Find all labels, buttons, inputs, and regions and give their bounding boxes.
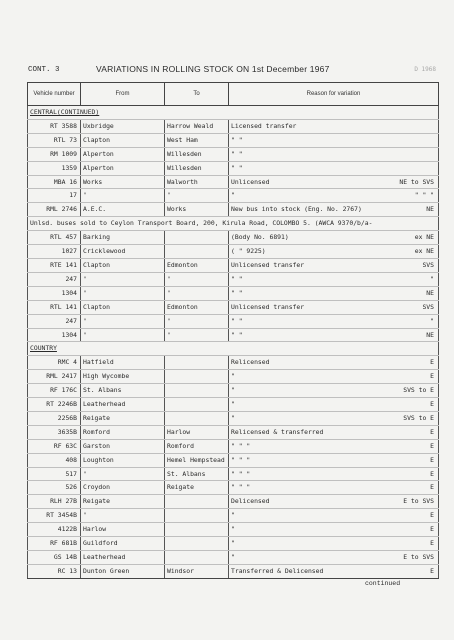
reason-text: Transferred & Delicensed [231, 566, 324, 575]
reason-cell [229, 453, 439, 467]
category-code: E to SVS [403, 497, 434, 506]
reason-cell [229, 328, 439, 342]
from-garage: " [81, 286, 165, 300]
category-code: ex NE [414, 233, 434, 242]
category-code: NE [426, 330, 434, 339]
reason-text: " [231, 525, 235, 534]
category-code: SVS [422, 302, 434, 311]
table-row [28, 300, 439, 314]
reason-text: " " [231, 330, 243, 339]
to-garage: " [165, 189, 229, 203]
from-garage: Dunton Green [81, 564, 165, 578]
to-garage: Willesden [165, 147, 229, 161]
table-row [28, 453, 439, 467]
to-garage [165, 356, 229, 370]
page-title: VARIATIONS IN ROLLING STOCK ON 1st December 1967 [96, 64, 330, 74]
reason-text: Relicensed [231, 358, 270, 367]
section-row [28, 106, 439, 120]
category-code: E [430, 469, 434, 478]
col-to-header: To [165, 83, 229, 106]
table-row [28, 411, 439, 425]
to-garage: Harrow Weald [165, 119, 229, 133]
table-body [28, 106, 439, 579]
to-garage: Reigate [165, 481, 229, 495]
reason-text: " " [231, 316, 243, 325]
from-garage: High Wycombe [81, 370, 165, 384]
note-text: Unlsd. buses sold to Ceylon Transport Board, 200, Kirula Road, COLOMBO 5. (AWCA 9370/b/a- [28, 217, 439, 231]
reason-text: " " [231, 274, 243, 283]
table-row [28, 425, 439, 439]
section-row [28, 342, 439, 356]
vehicle-number: RC 13 [28, 564, 81, 578]
table-row [28, 272, 439, 286]
col-vehicle-header: Vehicle number [28, 83, 81, 106]
reason-text: Unlicensed [231, 177, 270, 186]
table-row [28, 328, 439, 342]
reason-cell [229, 245, 439, 259]
from-garage: Clapton [81, 258, 165, 272]
vehicle-number: RML 2746 [28, 203, 81, 217]
vehicle-number: 1304 [28, 286, 81, 300]
to-garage: Windsor [165, 564, 229, 578]
vehicle-number: RTE 141 [28, 258, 81, 272]
vehicle-number: RF 63C [28, 439, 81, 453]
vehicle-number: RMC 4 [28, 356, 81, 370]
table-row [28, 495, 439, 509]
vehicle-number: 4122B [28, 523, 81, 537]
to-garage: West Ham [165, 133, 229, 147]
section-label: CENTRAL(CONTINUED) [28, 106, 439, 120]
reason-text: Unlicensed transfer [231, 302, 305, 311]
reason-cell [229, 314, 439, 328]
reason-text: " " " [231, 469, 251, 478]
from-garage: " [81, 314, 165, 328]
col-reason-header: Reason for variation [229, 83, 439, 106]
to-garage: " [165, 328, 229, 342]
vehicle-number: 3635B [28, 425, 81, 439]
continued-note: continued [365, 580, 401, 587]
table-row [28, 564, 439, 578]
category-code [434, 120, 436, 133]
reason-cell [229, 551, 439, 565]
vehicle-number: 247 [28, 272, 81, 286]
table-row [28, 189, 439, 203]
to-garage: Willesden [165, 161, 229, 175]
category-code: E [430, 400, 434, 409]
table-row [28, 481, 439, 495]
reason-text: Relicensed & transferred [231, 427, 324, 436]
to-garage: " [165, 314, 229, 328]
reason-text: " " [231, 135, 243, 144]
to-garage: Works [165, 203, 229, 217]
vehicle-number: RTL 141 [28, 300, 81, 314]
from-garage: Harlow [81, 523, 165, 537]
reason-cell [229, 481, 439, 495]
table-header-row [28, 83, 439, 106]
reason-text: " " " [231, 455, 251, 464]
to-garage [165, 551, 229, 565]
from-garage: St. Albans [81, 384, 165, 398]
reason-cell [229, 411, 439, 425]
category-code: " [430, 274, 434, 283]
reason-cell [229, 384, 439, 398]
vehicle-number: 526 [28, 481, 81, 495]
category-code: E [430, 525, 434, 534]
category-code: E [430, 539, 434, 548]
to-garage: Harlow [165, 425, 229, 439]
rolling-stock-table [27, 82, 439, 579]
reason-text: " [231, 372, 235, 381]
category-code: NE [426, 205, 434, 214]
reason-cell [229, 467, 439, 481]
vehicle-number: RTL 73 [28, 133, 81, 147]
table-row [28, 231, 439, 245]
from-garage: Clapton [81, 300, 165, 314]
page-number: D 1968 [414, 66, 436, 73]
to-garage [165, 411, 229, 425]
vehicle-number: RT 2246B [28, 398, 81, 412]
reason-cell [229, 495, 439, 509]
table-row [28, 370, 439, 384]
vehicle-number: RM 1009 [28, 147, 81, 161]
category-code: E [430, 566, 434, 575]
reason-cell [229, 147, 439, 161]
from-garage: Works [81, 175, 165, 189]
vehicle-number: 2256B [28, 411, 81, 425]
reason-text: " [231, 539, 235, 548]
table-row [28, 439, 439, 453]
category-code: E [430, 483, 434, 492]
table-row [28, 119, 439, 133]
category-code [434, 148, 436, 161]
from-garage: Cricklewood [81, 245, 165, 259]
to-garage: Hemel Hempstead [165, 453, 229, 467]
section-label: COUNTRY [28, 342, 439, 356]
vehicle-number: 247 [28, 314, 81, 328]
to-garage [165, 384, 229, 398]
to-garage [165, 245, 229, 259]
vehicle-number: 517 [28, 467, 81, 481]
reason-text: Delicensed [231, 497, 270, 506]
from-garage: Barking [81, 231, 165, 245]
to-garage: Edmonton [165, 300, 229, 314]
reason-text: " [231, 400, 235, 409]
from-garage: " [81, 328, 165, 342]
table-row [28, 384, 439, 398]
to-garage: Walworth [165, 175, 229, 189]
reason-cell [229, 189, 439, 203]
reason-text: (Body No. 6891) [231, 233, 289, 242]
vehicle-number: 408 [28, 453, 81, 467]
reason-text: Unlicensed transfer [231, 260, 305, 269]
category-code: ex NE [414, 247, 434, 256]
category-code: " [430, 316, 434, 325]
reason-cell [229, 258, 439, 272]
category-code: E [430, 358, 434, 367]
category-code: E [430, 441, 434, 450]
page-header [28, 64, 438, 78]
reason-cell [229, 564, 439, 578]
table-row [28, 133, 439, 147]
reason-cell [229, 509, 439, 523]
category-code: SVS [422, 260, 434, 269]
to-garage: " [165, 286, 229, 300]
table-row [28, 286, 439, 300]
from-garage: Hatfield [81, 356, 165, 370]
category-code: E to SVS [403, 553, 434, 561]
reason-text: Licensed transfer [231, 121, 297, 130]
reason-text: " " " [231, 441, 251, 450]
from-garage: Guildford [81, 537, 165, 551]
vehicle-number: RF 176C [28, 384, 81, 398]
to-garage: St. Albans [165, 467, 229, 481]
from-garage: A.E.C. [81, 203, 165, 217]
reason-text: ( " 9225) [231, 247, 266, 256]
from-garage: " [81, 509, 165, 523]
to-garage [165, 495, 229, 509]
category-code: " " " [414, 191, 434, 200]
to-garage [165, 537, 229, 551]
reason-text: " [231, 191, 235, 200]
reason-text: " " " [231, 483, 251, 492]
from-garage: " [81, 272, 165, 286]
from-garage: Leatherhead [81, 398, 165, 412]
reason-text: " [231, 511, 235, 520]
to-garage [165, 523, 229, 537]
from-garage: Clapton [81, 133, 165, 147]
category-code: E [430, 427, 434, 436]
vehicle-number: RTL 457 [28, 231, 81, 245]
from-garage: Loughton [81, 453, 165, 467]
from-garage: " [81, 189, 165, 203]
category-code [434, 134, 436, 147]
table-row [28, 356, 439, 370]
note-row [28, 217, 439, 231]
from-garage: Alperton [81, 161, 165, 175]
category-code: E [430, 511, 434, 520]
vehicle-number: 17 [28, 189, 81, 203]
table-row [28, 314, 439, 328]
table-row [28, 147, 439, 161]
table-row [28, 175, 439, 189]
to-garage [165, 509, 229, 523]
from-garage: Garston [81, 439, 165, 453]
from-garage: Reigate [81, 411, 165, 425]
reason-cell [229, 175, 439, 189]
to-garage [165, 398, 229, 412]
vehicle-number: MBA 16 [28, 175, 81, 189]
from-garage: Leatherhead [81, 551, 165, 565]
vehicle-number: RML 2417 [28, 370, 81, 384]
reason-cell [229, 161, 439, 175]
vehicle-number: 1359 [28, 161, 81, 175]
vehicle-number: RT 3588 [28, 119, 81, 133]
reason-text: " " [231, 288, 243, 297]
to-garage [165, 231, 229, 245]
reason-cell [229, 203, 439, 217]
reason-cell [229, 398, 439, 412]
from-garage: Alperton [81, 147, 165, 161]
from-garage: " [81, 467, 165, 481]
reason-text: " [231, 553, 235, 561]
table-row [28, 203, 439, 217]
to-garage [165, 370, 229, 384]
reason-cell [229, 370, 439, 384]
table-row [28, 509, 439, 523]
reason-text: " [231, 386, 235, 395]
reason-text: " " [231, 163, 243, 172]
from-garage: Romford [81, 425, 165, 439]
from-garage: Uxbridge [81, 119, 165, 133]
from-garage: Reigate [81, 495, 165, 509]
vehicle-number: GS 14B [28, 551, 81, 565]
table-row [28, 467, 439, 481]
table-row [28, 551, 439, 565]
category-code: E [430, 372, 434, 381]
continuation-label: CONT. 3 [28, 66, 60, 74]
category-code: NE [426, 288, 434, 297]
table-row [28, 161, 439, 175]
to-garage: Romford [165, 439, 229, 453]
vehicle-number: 1304 [28, 328, 81, 342]
table-row [28, 537, 439, 551]
table-row [28, 245, 439, 259]
vehicle-number: RF 681B [28, 537, 81, 551]
reason-cell [229, 133, 439, 147]
reason-cell [229, 439, 439, 453]
table-row [28, 523, 439, 537]
to-garage: " [165, 272, 229, 286]
reason-cell [229, 356, 439, 370]
reason-cell [229, 286, 439, 300]
to-garage: Edmonton [165, 258, 229, 272]
reason-cell [229, 523, 439, 537]
reason-text: " [231, 413, 235, 422]
category-code: SVS to E [403, 413, 434, 422]
reason-cell [229, 119, 439, 133]
reason-text: " " [231, 149, 243, 158]
reason-cell [229, 537, 439, 551]
reason-cell [229, 231, 439, 245]
category-code: NE to SVS [399, 177, 434, 186]
category-code [434, 162, 436, 175]
reason-text: New bus into stock (Eng. No. 2767) [231, 205, 362, 214]
category-code: SVS to E [403, 386, 434, 395]
vehicle-number: 1027 [28, 245, 81, 259]
table-row [28, 258, 439, 272]
col-from-header: From [81, 83, 165, 106]
reason-cell [229, 300, 439, 314]
vehicle-number: RT 3454B [28, 509, 81, 523]
from-garage: Croydon [81, 481, 165, 495]
vehicle-number: RLH 27B [28, 495, 81, 509]
category-code: E [430, 455, 434, 464]
table-row [28, 398, 439, 412]
reason-cell [229, 425, 439, 439]
reason-cell [229, 272, 439, 286]
